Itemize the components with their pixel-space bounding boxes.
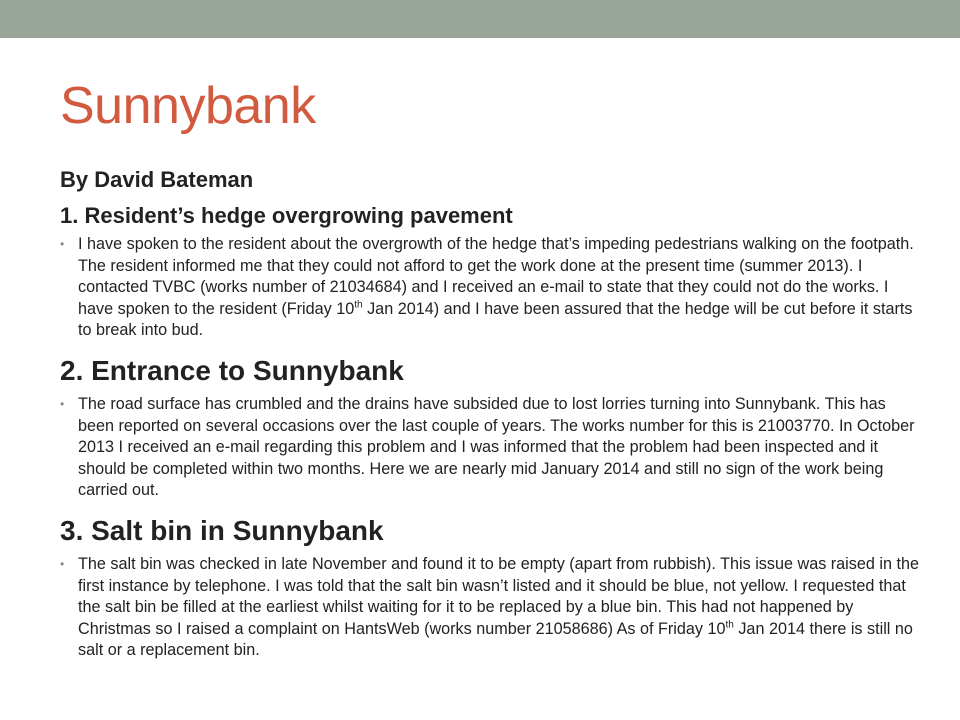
bullet-item bbox=[60, 234, 920, 342]
bullet-icon: • bbox=[60, 396, 65, 411]
bullet-text: The road surface has crumbled and the drains have subsided due to lost lorries turning into Sunnybank. This has been reported on several occasions over the last couple of years. The works number for this is 21003770. In October 2013 I received an e-mail regarding this problem and I was informed that the problem had been inspected and it should be completed within two months. Here we are nearly mid January 2014 and still no sign of the work being carried out. bbox=[78, 394, 915, 500]
bullet-text-continued: Jan 2014 there is still no salt or a replacement bin. bbox=[78, 619, 913, 660]
bullet-text: The salt bin was checked in late November and found it to be empty (apart from rubbish). This issue was raised in the first instance by telephone. I was told that the salt bin wasn’t listed and it should be blue, not yellow. I requested that the salt bin be filled at the earliest whilst waiting for it to be replaced by a blue bin. This had not happened by Christmas so I raised a complaint on HantsWeb (works number 21058686) As of Friday 10 bbox=[78, 554, 919, 638]
slide-content bbox=[60, 166, 920, 662]
section-heading: 2. Entrance to Sunnybank bbox=[60, 354, 404, 386]
ordinal-suffix: th bbox=[354, 299, 363, 311]
ordinal-suffix: th bbox=[725, 619, 734, 631]
top-accent-bar bbox=[0, 0, 960, 38]
section-salt-bin bbox=[60, 514, 920, 662]
author-line: By David Bateman bbox=[60, 167, 254, 192]
bullet-text: I have spoken to the resident about the overgrowth of the hedge that’s impeding pedestrians walking on the footpath. The resident informed me that they could not afford to get the work done at the present time (summer 2013). I contacted TVBC (works number of 21034684) and I received an e-mail to state that they could not do the works. I have spoken to the resident (Friday 10 bbox=[78, 235, 914, 318]
section-entrance bbox=[60, 354, 920, 502]
bullet-item bbox=[60, 394, 920, 502]
bullet-icon: • bbox=[60, 556, 65, 571]
bullet-text-continued: Jan 2014) and I have been assured that the hedge will be cut before it starts to break into bud. bbox=[78, 299, 913, 340]
slide-title: Sunnybank bbox=[60, 77, 316, 135]
section-heading: 3. Salt bin in Sunnybank bbox=[60, 514, 384, 546]
bullet-icon: • bbox=[60, 237, 65, 251]
section-heading: 1. Resident’s hedge overgrowing pavement bbox=[60, 203, 513, 228]
bullet-item bbox=[60, 554, 920, 662]
section-hedge bbox=[60, 202, 920, 342]
